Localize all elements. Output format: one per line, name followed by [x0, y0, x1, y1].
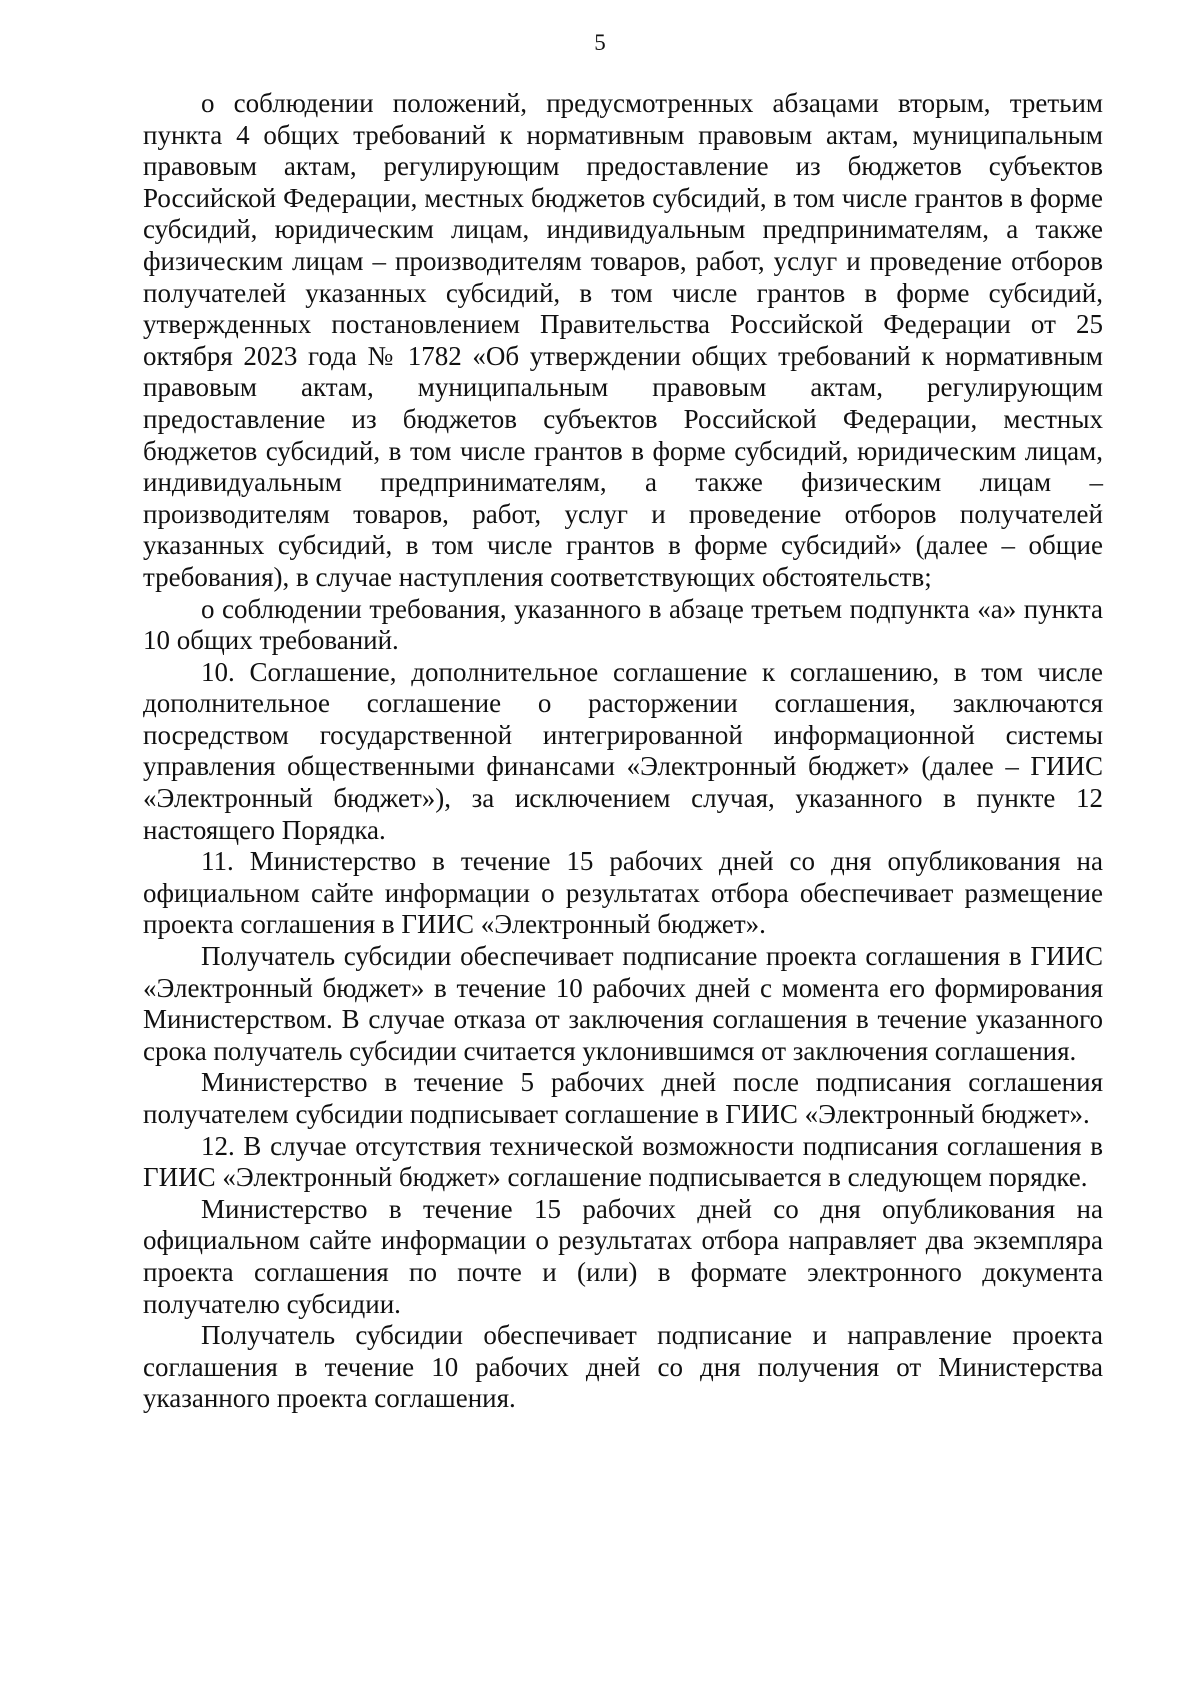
document-body: [143, 88, 1103, 1415]
paragraph-recipient-signing: Получатель субсидии обеспечивает подписание проекта соглашения в ГИИС «Электронный бюджет» в течение 10 рабочих дней с момента его формирования Министерством. В случае отказа от заключения соглашения в течение указанного срока получатель субсидии считается уклонившимся от заключения соглашения.: [143, 941, 1103, 1066]
paragraph-ministry-signing: Министерство в течение 5 рабочих дней после подписания соглашения получателем субсидии подписывает соглашение в ГИИС «Электронный бюджет».: [143, 1067, 1103, 1129]
paragraph-10-agreement-system: 10. Соглашение, дополнительное соглашение к соглашению, в том числе дополнительное соглашение о расторжении соглашения, заключаются посредством государственной интегрированной информационной системы управления общественными финансами «Электронный бюджет» (далее – ГИИС «Электронный бюджет»), за исключением случая, указанного в пункте 12 настоящего Порядка.: [143, 656, 1103, 845]
paragraph-compliance-subparagraph-a: о соблюдении требования, указанного в абзаце третьем подпункта «а» пункта 10 общих требований.: [143, 593, 1103, 656]
paragraph-ministry-sends-copies: Министерство в течение 15 рабочих дней со дня опубликования на официальном сайте информации о результатах отбора направляет два экземпляра проекта соглашения по почте и (или) в формате электронного документа получателю субсидии.: [143, 1193, 1103, 1319]
paragraph-recipient-returns-agreement: Получатель субсидии обеспечивает подписание и направление проекта соглашения в течение 10 рабочих дней со дня получения от Министерства указанного проекта соглашения.: [143, 1320, 1103, 1414]
paragraph-compliance-general-requirements: о соблюдении положений, предусмотренных абзацами вторым, третьим пункта 4 общих требований к нормативным правовым актам, муниципальным правовым актам, регулирующим предоставление из бюджетов субъектов Российской Федерации, местных бюджетов субсидий, в том числе грантов в форме субсидий, юридическим лицам, индивидуальным предпринимателям, а также физическим лицам – производителям товаров, работ, услуг и проведение отборов получателей указанных субсидий, в том числе грантов в форме субсидий, утвержденных постановлением Правительства Российской Федерации от 25 октября 2023 года № 1782 «Об утверждении общих требований к нормативным правовым актам, муниципальным правовым актам, регулирующим предоставление из бюджетов субъектов Российской Федерации, местных бюджетов субсидий, в том числе грантов в форме субсидий, юридическим лицам, индивидуальным предпринимателям, а также физическим лицам – производителям товаров, работ, услуг и проведение отборов получателей указанных субсидий, в том числе грантов в форме субсидий» (далее – общие требования), в случае наступления соответствующих обстоятельств;: [143, 88, 1103, 592]
paragraph-12-no-technical-possibility: 12. В случае отсутствия технической возможности подписания соглашения в ГИИС «Электронный бюджет» соглашение подписывается в следующем порядке.: [143, 1130, 1103, 1193]
page-number: 5: [594, 30, 606, 55]
paragraph-11-ministry-placement: 11. Министерство в течение 15 рабочих дней со дня опубликования на официальном сайте информации о результатах отбора обеспечивает размещение проекта соглашения в ГИИС «Электронный бюджет».: [143, 846, 1103, 940]
